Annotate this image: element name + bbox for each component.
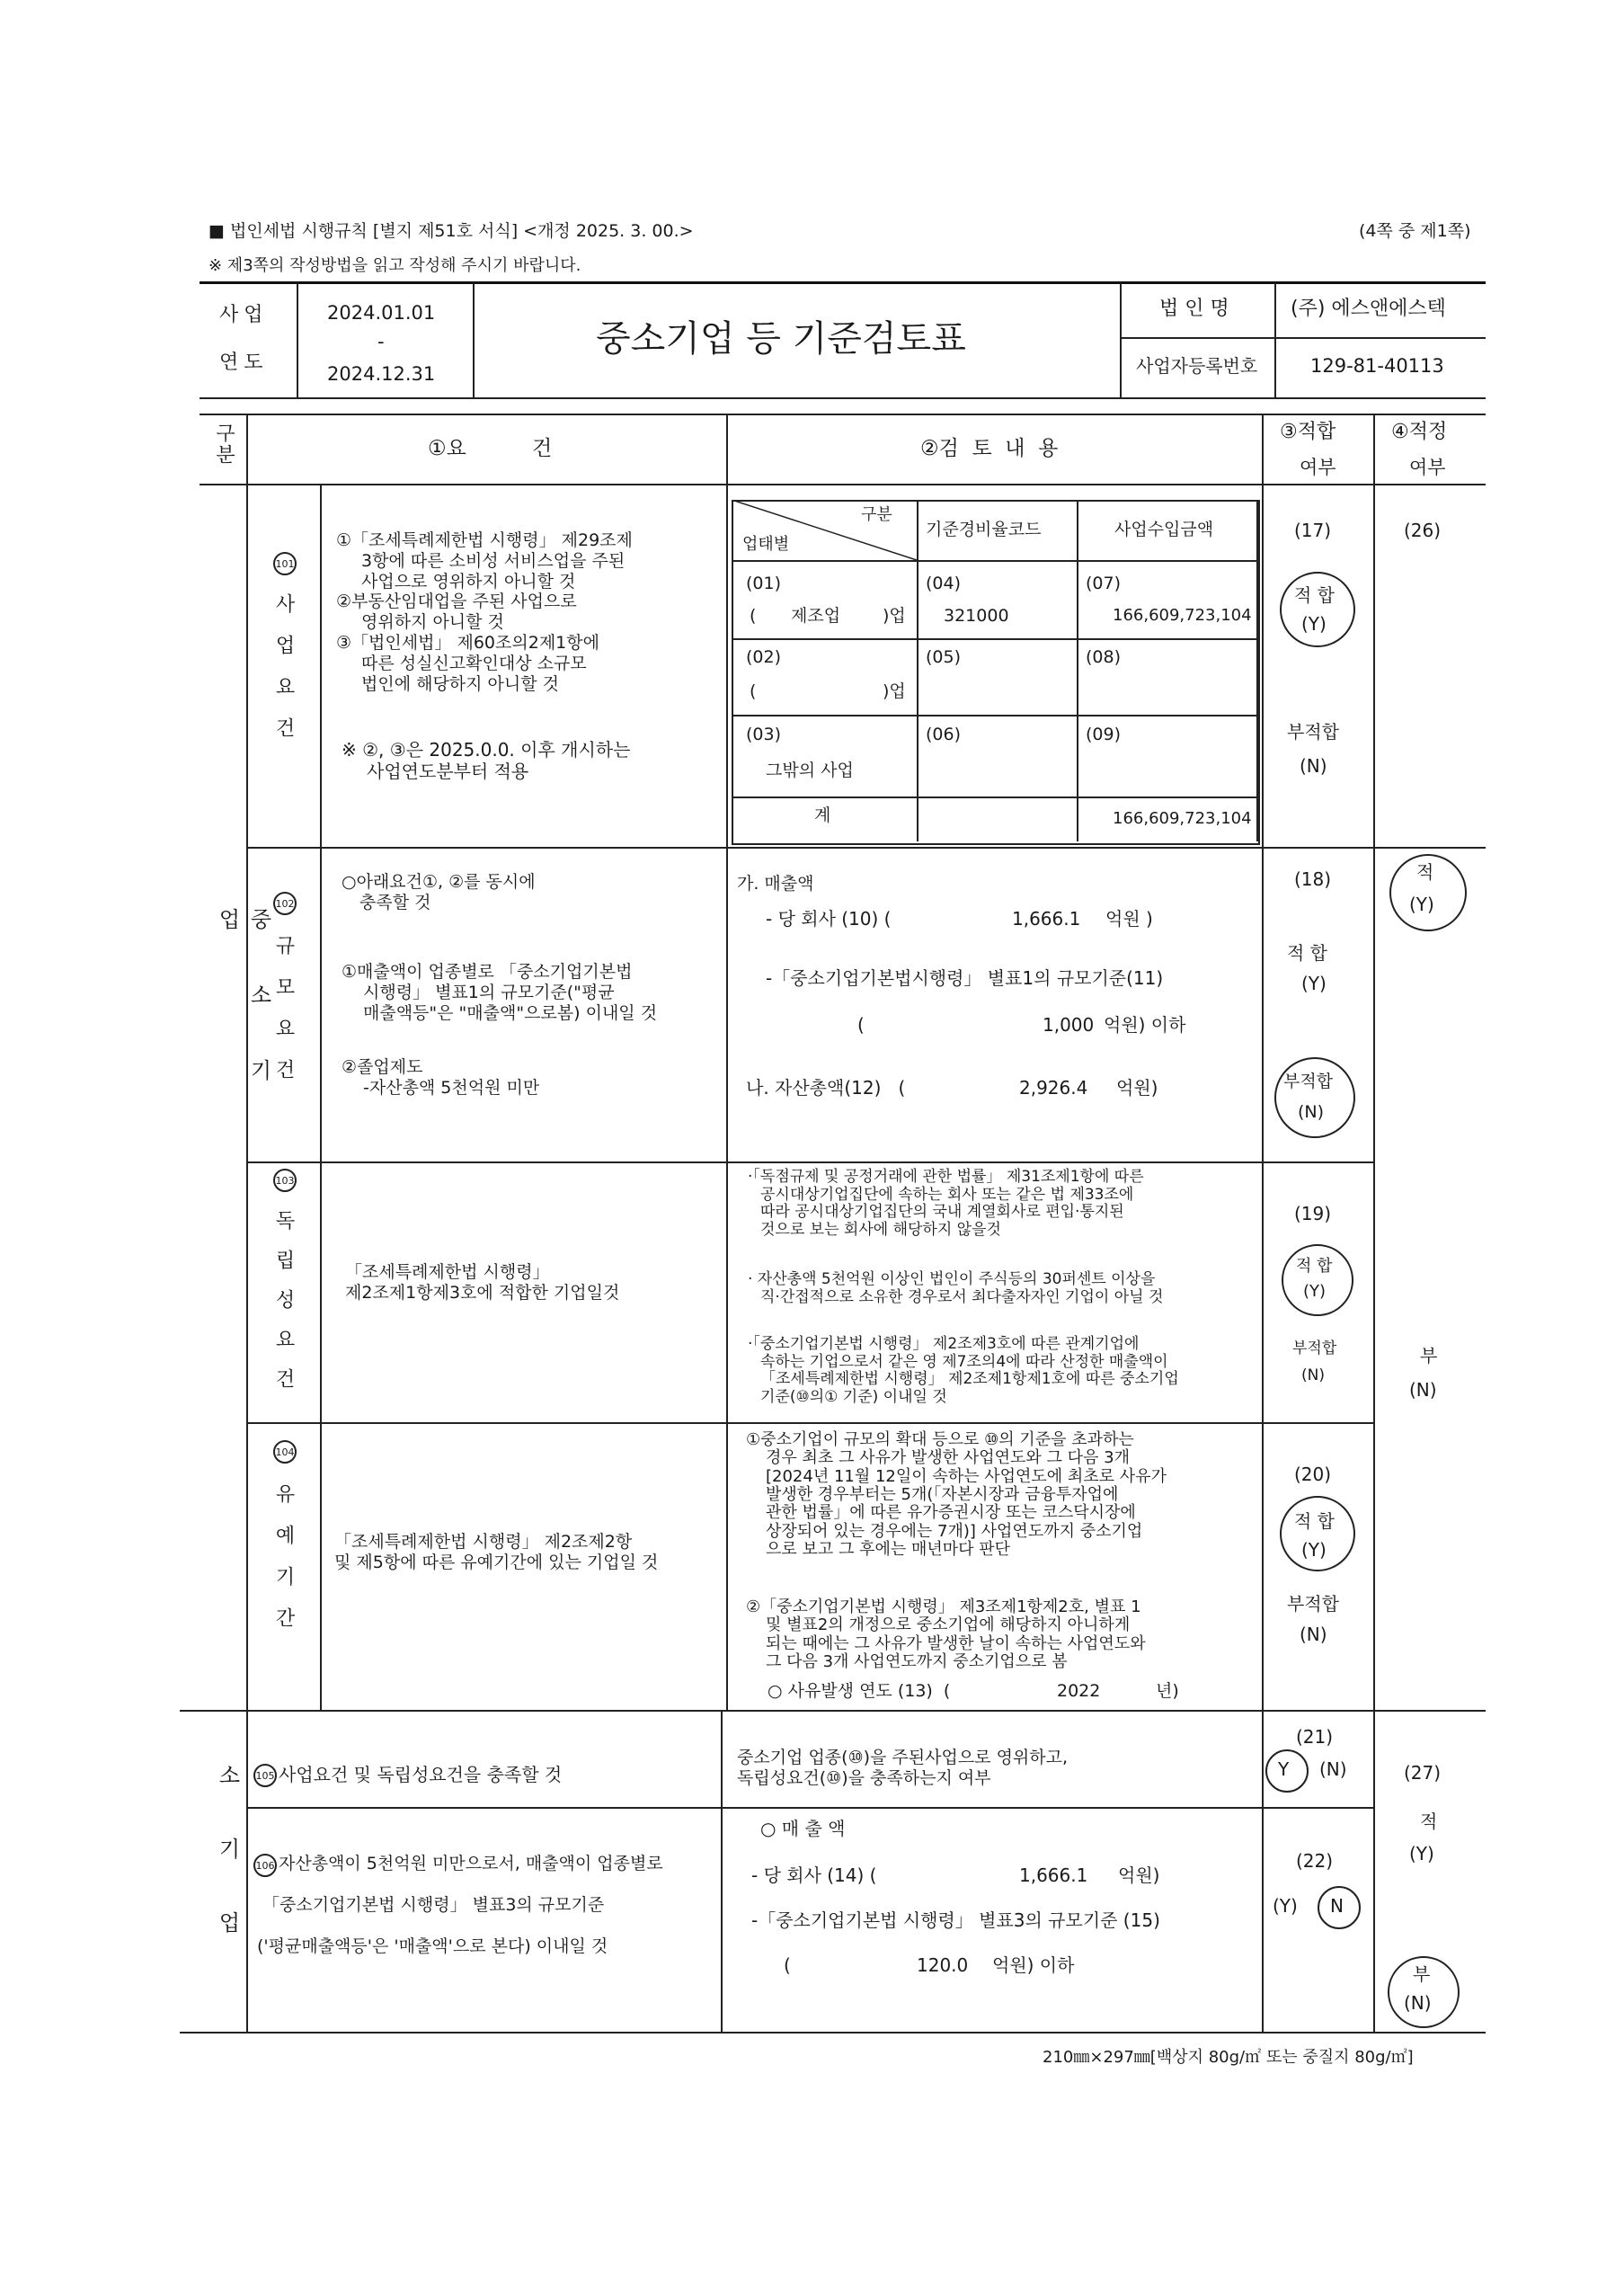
requirement-101: ①「조세특례제한법 시행령」 제29조제 3항에 따른 소비성 서비스업을 주된 사업으로 영위하지 아니할 것 ②부동산임대업을 주된 사업으로 영위하지 아니할 것 ③「법인세법」 제60조의2제1항에 따른 성실신고확인대상 소규모 법인에 해당하지 아니할 것 bbox=[336, 530, 633, 694]
fit-y: (Y) bbox=[1301, 613, 1327, 635]
unit: 억원 ) bbox=[1105, 908, 1153, 930]
period-dash: - bbox=[377, 331, 385, 352]
proper-y: (Y) bbox=[1409, 1843, 1434, 1864]
fit-yes: 적 합 bbox=[1294, 584, 1335, 606]
unit: 년) bbox=[1156, 1681, 1179, 1701]
fit-y: Y bbox=[1278, 1758, 1290, 1780]
industry-code-1: 321000 bbox=[944, 606, 1009, 626]
row-number-106: 106 bbox=[253, 1854, 277, 1877]
row-rule bbox=[1373, 847, 1486, 849]
th-industry: 업태별 bbox=[742, 535, 790, 554]
fit-number-21: (21) bbox=[1296, 1726, 1334, 1748]
page-indicator: (4쪽 중 제1쪽) bbox=[1359, 221, 1471, 241]
industry-revenue-1: 166,609,723,104 bbox=[1113, 606, 1252, 625]
fit-no: 부적합 bbox=[1292, 1339, 1337, 1357]
review-103-2: · 자산총액 5천억원 이상인 법인이 주식등의 30퍼센트 이상을 직·간접적으로 소유한 경우로서 최다출자자인 기업이 아닐 것 bbox=[748, 1270, 1164, 1306]
row-number-102: 102 bbox=[273, 892, 297, 915]
total-label: 계 bbox=[814, 805, 831, 825]
proper-number-27: (27) bbox=[1404, 1762, 1442, 1784]
period-label: 사업 bbox=[219, 304, 269, 326]
total-assets: 2,926.4 bbox=[1019, 1077, 1088, 1099]
proper-no: 부 bbox=[1413, 1963, 1431, 1985]
fit-number-20: (20) bbox=[1294, 1464, 1332, 1485]
requirement-102-intro: ○아래요건①, ②를 동시에 충족할 것 bbox=[342, 872, 536, 912]
fit-yes: 적 합 bbox=[1296, 1257, 1333, 1276]
proper-n: (N) bbox=[1409, 1379, 1437, 1401]
title-divider bbox=[1120, 337, 1486, 339]
requirement-106-c: ('평균매출액등'은 '매출액'으로 본다) 이내일 것 bbox=[257, 1936, 608, 1956]
col-fit-sub: 여부 bbox=[1300, 457, 1336, 478]
col-line bbox=[726, 414, 728, 1710]
requirement-102-2: ②졸업제도 -자산총액 5천억원 미만 bbox=[342, 1057, 540, 1098]
unit: 억원) bbox=[1116, 1077, 1158, 1099]
proper-yes: 적 bbox=[1416, 861, 1434, 883]
industry-name-1: 제조업 bbox=[791, 606, 841, 626]
row-number-104: 104 bbox=[273, 1440, 297, 1464]
col-line bbox=[246, 414, 248, 2032]
row-number-101: 101 bbox=[273, 552, 297, 575]
fit-no: 부적합 bbox=[1287, 1593, 1339, 1615]
cell-03: (03) bbox=[746, 725, 782, 744]
size-standard-label: -「중소기업기본법시행령」 별표1의 규모기준(11) bbox=[766, 967, 1164, 989]
period-end: 2024.12.31 bbox=[327, 363, 436, 385]
th-revenue: 사업수입금액 bbox=[1114, 520, 1214, 539]
col-proper: ④적정 bbox=[1391, 421, 1448, 443]
col-review: ②검 토 내 용 bbox=[920, 437, 1059, 460]
fit-y: (Y) bbox=[1301, 973, 1327, 994]
proper-no: 부 bbox=[1420, 1345, 1438, 1366]
instruction-note: ※ 제3쪽의 작성방법을 읽고 작성해 주시기 바랍니다. bbox=[209, 256, 581, 275]
fit-n: (N) bbox=[1300, 1624, 1327, 1645]
fit-number-18: (18) bbox=[1294, 868, 1332, 890]
cell-08: (08) bbox=[1086, 647, 1122, 667]
industry-table-line bbox=[732, 715, 1258, 716]
industry-name-3: 그밖의 사업 bbox=[766, 761, 854, 780]
revenue-heading: 가. 매출액 bbox=[737, 874, 814, 894]
form-reference: ■ 법인세법 시행규칙 [별지 제51호 서식] <개정 2025. 3. 00.> bbox=[209, 221, 694, 241]
row-rule bbox=[246, 1807, 1373, 1809]
industry-table-line bbox=[732, 638, 1258, 640]
cell-04: (04) bbox=[926, 574, 962, 593]
cell-06: (06) bbox=[926, 725, 962, 744]
requirement-104: 「조세특례제한법 시행령」 제2조제2항 및 제5항에 따른 유예기간에 있는 기업일 것 bbox=[334, 1532, 659, 1572]
occurrence-year: 2022 bbox=[1057, 1681, 1101, 1701]
th-gubun: 구분 bbox=[861, 505, 892, 524]
proper-n: (N) bbox=[1404, 1992, 1432, 2014]
fit-y: (Y) bbox=[1303, 1282, 1327, 1301]
industry-table-line bbox=[732, 560, 1258, 562]
row-number-105: 105 bbox=[253, 1764, 277, 1787]
requirement-103: 「조세특례제한법 시행령」 제2조제1항제3호에 적합한 기업일것 bbox=[345, 1262, 620, 1303]
fit-yes: 적 합 bbox=[1287, 942, 1327, 964]
fit-y: (Y) bbox=[1273, 1895, 1298, 1917]
proper-number-26: (26) bbox=[1404, 520, 1442, 541]
row-label-104: 유예기간 bbox=[272, 1483, 295, 1649]
cell-05: (05) bbox=[926, 647, 962, 667]
fit-n: (N) bbox=[1300, 755, 1327, 777]
fit-no: 부적합 bbox=[1287, 721, 1339, 743]
fit-number-19: (19) bbox=[1294, 1203, 1332, 1224]
table-top-rule bbox=[200, 414, 1486, 415]
header-bottom-rule bbox=[200, 484, 1486, 485]
size-standard-label: -「중소기업기본법 시행령」 별표3의 규모기준 (15) bbox=[751, 1909, 1160, 1931]
fit-n: (N) bbox=[1298, 1102, 1325, 1122]
proper-y: (Y) bbox=[1409, 894, 1434, 915]
corp-name: (주) 에스앤에스텍 bbox=[1291, 298, 1446, 320]
unit: 억원) 이하 bbox=[1104, 1014, 1186, 1036]
cell-paren: ( bbox=[750, 681, 757, 701]
fit-no: 부적합 bbox=[1283, 1072, 1334, 1091]
side-label-small: 소기업 bbox=[215, 1764, 240, 1985]
review-104-2: ②「중소기업기본법 시행령」 제3조제1항제2호, 별표 1 및 별표2의 개정으로 중소기업에 해당하지 아니하게 되는 때에는 그 사유가 발생한 날이 속하는 사업연도와 그 다음 3개 사업연도까지 중소기업으로 봄 bbox=[746, 1597, 1146, 1671]
corp-name-label: 법 인 명 bbox=[1159, 298, 1229, 320]
title-divider bbox=[473, 283, 475, 397]
requirement-105: 사업요건 및 독립성요건을 충족할 것 bbox=[279, 1764, 563, 1785]
requirement-106: 자산총액이 5천억원 미만으로서, 매출액이 업종별로 bbox=[279, 1854, 663, 1873]
selected-mark bbox=[1282, 1244, 1353, 1316]
biz-no-label: 사업자등록번호 bbox=[1136, 355, 1258, 377]
title-divider bbox=[297, 283, 298, 397]
sme-section-bottom bbox=[180, 1710, 1486, 1712]
industry-table-line bbox=[732, 796, 1258, 798]
col-fit: ③적합 bbox=[1280, 421, 1336, 443]
row-label-103: 독립성요건 bbox=[272, 1210, 295, 1408]
table-bottom-rule bbox=[180, 2032, 1486, 2033]
side-label-sme: 중소기업 bbox=[215, 908, 271, 1135]
company-revenue-label: - 당 회사 (14) ( bbox=[751, 1864, 877, 1886]
cell-01: (01) bbox=[746, 574, 782, 593]
selected-mark bbox=[1274, 1057, 1355, 1138]
revenue-heading: ○ 매 출 액 bbox=[760, 1818, 846, 1839]
cell-suffix: )업 bbox=[883, 606, 906, 626]
review-103-1: ·「독점규제 및 공정거래에 관한 법률」 제31조제1항에 따른 공시대상기업집단에 속하는 회사 또는 같은 법 제33조에 따라 공시대상기업집단의 국내 계열회사로 편입·통지된 것으로 보는 회사에 해당하지 않을것 bbox=[748, 1168, 1144, 1239]
row-rule bbox=[246, 847, 1373, 849]
review-105: 중소기업 업종(⑩)을 주된사업으로 영위하고, 독립성요건(⑩)을 충족하는지 여부 bbox=[737, 1748, 1069, 1788]
paper-spec: 210㎜×297㎜[백상지 80g/㎡ 또는 중질지 80g/㎡] bbox=[1043, 2048, 1414, 2067]
total-assets-label: 나. 자산총액(12) ( bbox=[746, 1077, 906, 1099]
row-rule bbox=[246, 1422, 1373, 1424]
cell-07: (07) bbox=[1086, 574, 1122, 593]
fit-n: (N) bbox=[1301, 1366, 1325, 1384]
industry-table-line bbox=[917, 500, 918, 841]
company-revenue: 1,666.1 bbox=[1012, 908, 1081, 930]
title-divider bbox=[1120, 283, 1122, 397]
cell-suffix: )업 bbox=[883, 681, 906, 701]
unit: 억원) bbox=[1118, 1864, 1160, 1886]
col-line bbox=[320, 484, 322, 1710]
paren: ( bbox=[784, 1954, 791, 1976]
proper-yes: 적 bbox=[1420, 1811, 1438, 1832]
size-standard-value: 1,000 bbox=[1043, 1014, 1095, 1036]
title-bottom-rule bbox=[200, 397, 1486, 399]
cell-09: (09) bbox=[1086, 725, 1122, 744]
paren: ( bbox=[857, 1014, 865, 1036]
fit-n: N bbox=[1330, 1895, 1344, 1917]
col-line bbox=[721, 1710, 723, 2032]
industry-table-line bbox=[1077, 500, 1078, 841]
row-label-101: 사업요건 bbox=[272, 593, 295, 759]
col-category: 구분 bbox=[212, 423, 235, 466]
total-revenue: 166,609,723,104 bbox=[1113, 809, 1252, 828]
row-label-102: 규모요건 bbox=[272, 935, 295, 1100]
unit: 억원) 이하 bbox=[992, 1954, 1075, 1976]
review-104-1: ①중소기업이 규모의 확대 등으로 ⑩의 기준을 초과하는 경우 최초 그 사유가 발생한 사업연도와 그 다음 3개 [2024년 11월 12일이 속하는 사업연도에 최초로 사유가 발생한 경우부터는 5개(「자본시장과 금융투자업에 관한 법률」에 따른 유가증권시장 또는 코스닥시장에 상장되어 있는 경우에는 7개)] 사업연도까지 중소기업 으로 보고 그 후에는 매년마다 판단 bbox=[746, 1430, 1167, 1559]
industry-table-line bbox=[1256, 500, 1258, 841]
th-code: 기준경비율코드 bbox=[926, 520, 1042, 539]
fit-yes: 적 합 bbox=[1294, 1510, 1335, 1532]
occurrence-year-label: ○ 사유발생 연도 (13) ( bbox=[768, 1681, 951, 1701]
period-label: 연도 bbox=[219, 352, 269, 374]
period-start: 2024.01.01 bbox=[327, 302, 436, 324]
note-101: ※ ②, ③은 2025.0.0. 이후 개시하는 사업연도분부터 적용 bbox=[342, 739, 631, 782]
col-line bbox=[1262, 414, 1264, 2032]
selected-mark bbox=[1280, 572, 1355, 647]
fit-number-22: (22) bbox=[1296, 1850, 1334, 1872]
company-revenue: 1,666.1 bbox=[1019, 1864, 1088, 1886]
biz-no: 129-81-40113 bbox=[1310, 355, 1444, 377]
requirement-102-1: ①매출액이 업종별로 「중소기업기본법 시행령」 별표1의 규모기준("평균 매출액등"은 "매출액"으로봄) 이내일 것 bbox=[342, 962, 658, 1023]
cell-paren: ( bbox=[750, 606, 757, 626]
requirement-106-b: 「중소기업기본법 시행령」 별표3의 규모기준 bbox=[262, 1895, 605, 1915]
company-revenue-label: - 당 회사 (10) ( bbox=[766, 908, 892, 930]
col-proper-sub: 여부 bbox=[1409, 457, 1446, 478]
fit-n: (N) bbox=[1319, 1758, 1347, 1780]
size-standard-value: 120.0 bbox=[917, 1954, 969, 1976]
row-rule bbox=[246, 1161, 1373, 1163]
fit-number-17: (17) bbox=[1294, 520, 1332, 541]
cell-02: (02) bbox=[746, 647, 782, 667]
col-requirement: ①요 건 bbox=[428, 437, 553, 460]
col-line bbox=[1373, 414, 1375, 2032]
page-title: 중소기업 등 기준검토표 bbox=[596, 318, 966, 360]
fit-y: (Y) bbox=[1301, 1539, 1327, 1561]
title-top-rule bbox=[200, 281, 1486, 284]
title-divider bbox=[1274, 283, 1276, 397]
row-number-103: 103 bbox=[273, 1169, 297, 1192]
review-103-3: ·「중소기업기본법 시행령」 제2조제3호에 따른 관계기업에 속하는 기업으로서 같은 영 제7조의4에 따라 산정한 매출액이 「조세특례제한법 시행령」 제2조제1항제1호에 따른 중소기업 기준(⑩의① 기준) 이내일 것 bbox=[748, 1335, 1179, 1406]
